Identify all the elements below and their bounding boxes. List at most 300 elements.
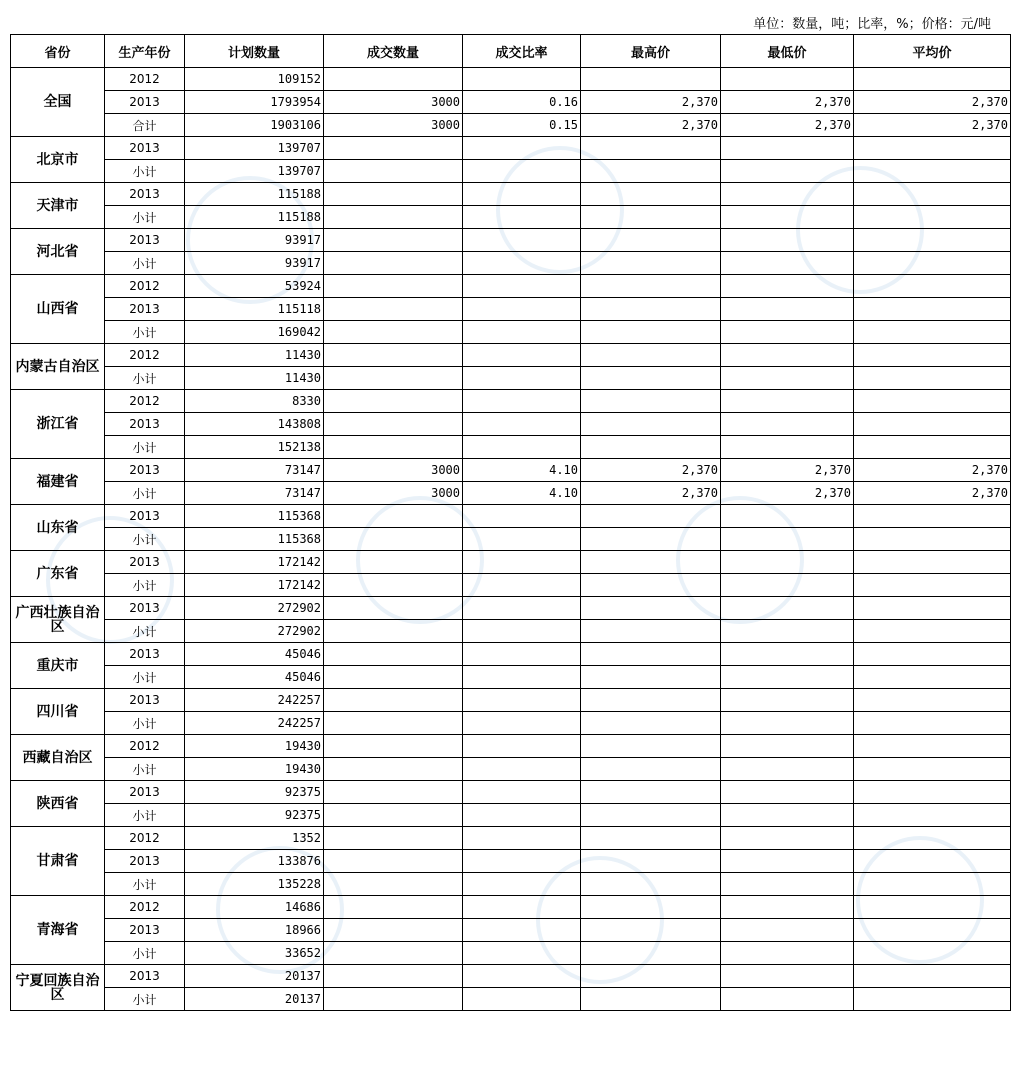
deal-cell: 3000 bbox=[324, 114, 463, 137]
avg-cell bbox=[854, 413, 1011, 436]
unit-note: 单位：数量，吨；比率，%；价格：元/吨 bbox=[753, 17, 991, 32]
planned-cell: 14686 bbox=[185, 896, 324, 919]
avg-cell bbox=[854, 896, 1011, 919]
low-cell: 2,370 bbox=[721, 482, 854, 505]
avg-cell bbox=[854, 206, 1011, 229]
planned-cell: 18966 bbox=[185, 919, 324, 942]
ratio-cell bbox=[463, 160, 581, 183]
planned-cell: 1352 bbox=[185, 827, 324, 850]
planned-cell: 115188 bbox=[185, 183, 324, 206]
col-high: 最高价 bbox=[581, 35, 721, 68]
avg-cell: 2,370 bbox=[854, 482, 1011, 505]
planned-cell: 272902 bbox=[185, 620, 324, 643]
deal-cell bbox=[324, 229, 463, 252]
avg-cell bbox=[854, 965, 1011, 988]
planned-cell: 33652 bbox=[185, 942, 324, 965]
low-cell bbox=[721, 252, 854, 275]
planned-cell: 272902 bbox=[185, 597, 324, 620]
planned-cell: 93917 bbox=[185, 252, 324, 275]
high-cell bbox=[581, 229, 721, 252]
avg-cell bbox=[854, 620, 1011, 643]
planned-cell: 93917 bbox=[185, 229, 324, 252]
low-cell bbox=[721, 160, 854, 183]
table-row bbox=[11, 735, 1011, 758]
year-cell: 2013 bbox=[105, 298, 185, 321]
avg-cell bbox=[854, 712, 1011, 735]
table-row bbox=[11, 275, 1011, 298]
table-row bbox=[11, 229, 1011, 252]
table-body bbox=[11, 68, 1011, 1011]
year-cell: 2013 bbox=[105, 91, 185, 114]
low-cell bbox=[721, 781, 854, 804]
high-cell bbox=[581, 390, 721, 413]
year-cell: 小计 bbox=[105, 574, 185, 597]
low-cell bbox=[721, 574, 854, 597]
low-cell: 2,370 bbox=[721, 91, 854, 114]
year-cell: 小计 bbox=[105, 988, 185, 1011]
year-cell: 小计 bbox=[105, 758, 185, 781]
low-cell bbox=[721, 804, 854, 827]
ratio-cell bbox=[463, 781, 581, 804]
year-cell: 2013 bbox=[105, 183, 185, 206]
planned-cell: 172142 bbox=[185, 551, 324, 574]
high-cell bbox=[581, 758, 721, 781]
year-cell: 小计 bbox=[105, 712, 185, 735]
ratio-cell bbox=[463, 298, 581, 321]
year-cell: 小计 bbox=[105, 482, 185, 505]
province-cell: 甘肃省 bbox=[11, 827, 105, 896]
col-planned: 计划数量 bbox=[185, 35, 324, 68]
low-cell bbox=[721, 206, 854, 229]
province-cell: 宁夏回族自治区 bbox=[11, 965, 105, 1011]
ratio-cell bbox=[463, 344, 581, 367]
province-cell: 河北省 bbox=[11, 229, 105, 275]
deal-cell bbox=[324, 321, 463, 344]
planned-cell: 143808 bbox=[185, 413, 324, 436]
province-cell: 山东省 bbox=[11, 505, 105, 551]
deal-cell bbox=[324, 183, 463, 206]
table-row bbox=[11, 873, 1011, 896]
year-cell: 2012 bbox=[105, 275, 185, 298]
high-cell bbox=[581, 183, 721, 206]
avg-cell bbox=[854, 643, 1011, 666]
table-row bbox=[11, 804, 1011, 827]
high-cell bbox=[581, 850, 721, 873]
table-row bbox=[11, 390, 1011, 413]
year-cell: 小计 bbox=[105, 252, 185, 275]
year-cell: 2012 bbox=[105, 68, 185, 91]
low-cell bbox=[721, 68, 854, 91]
deal-cell bbox=[324, 712, 463, 735]
ratio-cell bbox=[463, 505, 581, 528]
planned-cell: 133876 bbox=[185, 850, 324, 873]
year-cell: 2013 bbox=[105, 413, 185, 436]
province-cell: 浙江省 bbox=[11, 390, 105, 459]
ratio-cell bbox=[463, 827, 581, 850]
table-row bbox=[11, 597, 1011, 620]
col-year: 生产年份 bbox=[105, 35, 185, 68]
table-row bbox=[11, 827, 1011, 850]
deal-cell: 3000 bbox=[324, 482, 463, 505]
low-cell bbox=[721, 689, 854, 712]
avg-cell bbox=[854, 597, 1011, 620]
table-row bbox=[11, 528, 1011, 551]
table-row bbox=[11, 252, 1011, 275]
high-cell bbox=[581, 988, 721, 1011]
planned-cell: 73147 bbox=[185, 482, 324, 505]
high-cell: 2,370 bbox=[581, 482, 721, 505]
province-cell: 广东省 bbox=[11, 551, 105, 597]
ratio-cell bbox=[463, 896, 581, 919]
planned-cell: 139707 bbox=[185, 137, 324, 160]
low-cell: 2,370 bbox=[721, 114, 854, 137]
planned-cell: 20137 bbox=[185, 965, 324, 988]
deal-cell bbox=[324, 137, 463, 160]
ratio-cell bbox=[463, 436, 581, 459]
deal-cell bbox=[324, 804, 463, 827]
avg-cell bbox=[854, 942, 1011, 965]
year-cell: 小计 bbox=[105, 942, 185, 965]
table-row bbox=[11, 367, 1011, 390]
low-cell bbox=[721, 505, 854, 528]
table-row bbox=[11, 160, 1011, 183]
avg-cell: 2,370 bbox=[854, 459, 1011, 482]
table-row bbox=[11, 206, 1011, 229]
province-cell: 四川省 bbox=[11, 689, 105, 735]
avg-cell: 2,370 bbox=[854, 91, 1011, 114]
year-cell: 小计 bbox=[105, 873, 185, 896]
avg-cell bbox=[854, 367, 1011, 390]
avg-cell bbox=[854, 505, 1011, 528]
ratio-cell: 4.10 bbox=[463, 459, 581, 482]
avg-cell bbox=[854, 252, 1011, 275]
high-cell: 2,370 bbox=[581, 459, 721, 482]
high-cell bbox=[581, 620, 721, 643]
high-cell bbox=[581, 367, 721, 390]
province-cell: 全国 bbox=[11, 68, 105, 137]
avg-cell bbox=[854, 574, 1011, 597]
avg-cell bbox=[854, 689, 1011, 712]
planned-cell: 11430 bbox=[185, 344, 324, 367]
col-avg: 平均价 bbox=[854, 35, 1011, 68]
deal-cell bbox=[324, 666, 463, 689]
deal-cell bbox=[324, 689, 463, 712]
table-row bbox=[11, 643, 1011, 666]
high-cell: 2,370 bbox=[581, 91, 721, 114]
low-cell bbox=[721, 298, 854, 321]
year-cell: 小计 bbox=[105, 160, 185, 183]
ratio-cell bbox=[463, 850, 581, 873]
low-cell bbox=[721, 275, 854, 298]
ratio-cell bbox=[463, 528, 581, 551]
low-cell bbox=[721, 896, 854, 919]
deal-cell bbox=[324, 735, 463, 758]
col-low: 最低价 bbox=[721, 35, 854, 68]
table-row bbox=[11, 298, 1011, 321]
avg-cell bbox=[854, 528, 1011, 551]
planned-cell: 53924 bbox=[185, 275, 324, 298]
deal-cell: 3000 bbox=[324, 459, 463, 482]
ratio-cell bbox=[463, 390, 581, 413]
avg-cell bbox=[854, 781, 1011, 804]
table-row bbox=[11, 965, 1011, 988]
province-cell: 广西壮族自治区 bbox=[11, 597, 105, 643]
high-cell bbox=[581, 252, 721, 275]
table-row bbox=[11, 436, 1011, 459]
planned-cell: 19430 bbox=[185, 735, 324, 758]
planned-cell: 20137 bbox=[185, 988, 324, 1011]
deal-cell bbox=[324, 505, 463, 528]
table-row bbox=[11, 988, 1011, 1011]
province-cell: 青海省 bbox=[11, 896, 105, 965]
avg-cell bbox=[854, 919, 1011, 942]
deal-cell bbox=[324, 574, 463, 597]
ratio-cell bbox=[463, 321, 581, 344]
ratio-cell bbox=[463, 758, 581, 781]
low-cell bbox=[721, 942, 854, 965]
low-cell bbox=[721, 919, 854, 942]
ratio-cell: 4.10 bbox=[463, 482, 581, 505]
deal-cell bbox=[324, 919, 463, 942]
deal-cell bbox=[324, 551, 463, 574]
low-cell bbox=[721, 712, 854, 735]
deal-cell bbox=[324, 896, 463, 919]
low-cell bbox=[721, 597, 854, 620]
table-row bbox=[11, 413, 1011, 436]
ratio-cell bbox=[463, 620, 581, 643]
high-cell: 2,370 bbox=[581, 114, 721, 137]
grain-auction-table bbox=[10, 34, 1011, 1011]
deal-cell bbox=[324, 988, 463, 1011]
year-cell: 2013 bbox=[105, 643, 185, 666]
low-cell bbox=[721, 551, 854, 574]
high-cell bbox=[581, 804, 721, 827]
avg-cell bbox=[854, 183, 1011, 206]
low-cell bbox=[721, 367, 854, 390]
col-deal: 成交数量 bbox=[324, 35, 463, 68]
year-cell: 小计 bbox=[105, 321, 185, 344]
low-cell bbox=[721, 321, 854, 344]
planned-cell: 139707 bbox=[185, 160, 324, 183]
col-ratio: 成交比率 bbox=[463, 35, 581, 68]
ratio-cell bbox=[463, 367, 581, 390]
table-row bbox=[11, 482, 1011, 505]
planned-cell: 169042 bbox=[185, 321, 324, 344]
province-cell: 北京市 bbox=[11, 137, 105, 183]
low-cell bbox=[721, 988, 854, 1011]
ratio-cell bbox=[463, 68, 581, 91]
deal-cell bbox=[324, 850, 463, 873]
year-cell: 小计 bbox=[105, 367, 185, 390]
deal-cell bbox=[324, 620, 463, 643]
deal-cell bbox=[324, 298, 463, 321]
planned-cell: 242257 bbox=[185, 689, 324, 712]
low-cell bbox=[721, 183, 854, 206]
deal-cell bbox=[324, 873, 463, 896]
ratio-cell bbox=[463, 551, 581, 574]
table-row bbox=[11, 781, 1011, 804]
avg-cell bbox=[854, 827, 1011, 850]
high-cell bbox=[581, 68, 721, 91]
planned-cell: 1903106 bbox=[185, 114, 324, 137]
high-cell bbox=[581, 919, 721, 942]
low-cell bbox=[721, 413, 854, 436]
high-cell bbox=[581, 942, 721, 965]
avg-cell bbox=[854, 275, 1011, 298]
ratio-cell bbox=[463, 206, 581, 229]
table-row bbox=[11, 689, 1011, 712]
year-cell: 2013 bbox=[105, 850, 185, 873]
year-cell: 合计 bbox=[105, 114, 185, 137]
low-cell bbox=[721, 850, 854, 873]
deal-cell: 3000 bbox=[324, 91, 463, 114]
low-cell bbox=[721, 390, 854, 413]
province-cell: 天津市 bbox=[11, 183, 105, 229]
low-cell bbox=[721, 735, 854, 758]
year-cell: 2012 bbox=[105, 827, 185, 850]
table-row bbox=[11, 344, 1011, 367]
deal-cell bbox=[324, 942, 463, 965]
table-row bbox=[11, 505, 1011, 528]
avg-cell: 2,370 bbox=[854, 114, 1011, 137]
avg-cell bbox=[854, 436, 1011, 459]
ratio-cell bbox=[463, 137, 581, 160]
year-cell: 小计 bbox=[105, 206, 185, 229]
low-cell bbox=[721, 528, 854, 551]
deal-cell bbox=[324, 390, 463, 413]
planned-cell: 172142 bbox=[185, 574, 324, 597]
deal-cell bbox=[324, 781, 463, 804]
deal-cell bbox=[324, 413, 463, 436]
province-cell: 重庆市 bbox=[11, 643, 105, 689]
year-cell: 2013 bbox=[105, 781, 185, 804]
table-row bbox=[11, 942, 1011, 965]
planned-cell: 92375 bbox=[185, 781, 324, 804]
low-cell bbox=[721, 436, 854, 459]
ratio-cell bbox=[463, 252, 581, 275]
table-row bbox=[11, 551, 1011, 574]
deal-cell bbox=[324, 252, 463, 275]
planned-cell: 115368 bbox=[185, 528, 324, 551]
planned-cell: 45046 bbox=[185, 643, 324, 666]
high-cell bbox=[581, 321, 721, 344]
low-cell bbox=[721, 229, 854, 252]
avg-cell bbox=[854, 68, 1011, 91]
table-row bbox=[11, 68, 1011, 91]
deal-cell bbox=[324, 367, 463, 390]
ratio-cell bbox=[463, 735, 581, 758]
planned-cell: 8330 bbox=[185, 390, 324, 413]
ratio-cell bbox=[463, 689, 581, 712]
deal-cell bbox=[324, 597, 463, 620]
high-cell bbox=[581, 965, 721, 988]
ratio-cell bbox=[463, 413, 581, 436]
avg-cell bbox=[854, 390, 1011, 413]
header-row bbox=[11, 35, 1011, 68]
low-cell: 2,370 bbox=[721, 459, 854, 482]
deal-cell bbox=[324, 528, 463, 551]
planned-cell: 115118 bbox=[185, 298, 324, 321]
year-cell: 2012 bbox=[105, 735, 185, 758]
deal-cell bbox=[324, 965, 463, 988]
avg-cell bbox=[854, 137, 1011, 160]
province-cell: 内蒙古自治区 bbox=[11, 344, 105, 390]
avg-cell bbox=[854, 344, 1011, 367]
year-cell: 小计 bbox=[105, 528, 185, 551]
year-cell: 2012 bbox=[105, 344, 185, 367]
table-row bbox=[11, 459, 1011, 482]
low-cell bbox=[721, 344, 854, 367]
ratio-cell bbox=[463, 183, 581, 206]
avg-cell bbox=[854, 160, 1011, 183]
year-cell: 小计 bbox=[105, 436, 185, 459]
avg-cell bbox=[854, 666, 1011, 689]
ratio-cell bbox=[463, 597, 581, 620]
year-cell: 2012 bbox=[105, 896, 185, 919]
deal-cell bbox=[324, 160, 463, 183]
table-row bbox=[11, 114, 1011, 137]
table-row bbox=[11, 137, 1011, 160]
year-cell: 小计 bbox=[105, 620, 185, 643]
year-cell: 2013 bbox=[105, 689, 185, 712]
ratio-cell bbox=[463, 965, 581, 988]
low-cell bbox=[721, 643, 854, 666]
col-province: 省份 bbox=[11, 35, 105, 68]
table-row bbox=[11, 896, 1011, 919]
avg-cell bbox=[854, 804, 1011, 827]
planned-cell: 115188 bbox=[185, 206, 324, 229]
high-cell bbox=[581, 712, 721, 735]
year-cell: 2013 bbox=[105, 919, 185, 942]
deal-cell bbox=[324, 643, 463, 666]
low-cell bbox=[721, 758, 854, 781]
table-row bbox=[11, 712, 1011, 735]
deal-cell bbox=[324, 275, 463, 298]
low-cell bbox=[721, 666, 854, 689]
planned-cell: 152138 bbox=[185, 436, 324, 459]
high-cell bbox=[581, 896, 721, 919]
high-cell bbox=[581, 413, 721, 436]
avg-cell bbox=[854, 551, 1011, 574]
high-cell bbox=[581, 160, 721, 183]
high-cell bbox=[581, 275, 721, 298]
planned-cell: 73147 bbox=[185, 459, 324, 482]
ratio-cell bbox=[463, 229, 581, 252]
planned-cell: 109152 bbox=[185, 68, 324, 91]
year-cell: 2013 bbox=[105, 551, 185, 574]
ratio-cell bbox=[463, 666, 581, 689]
planned-cell: 115368 bbox=[185, 505, 324, 528]
province-cell: 福建省 bbox=[11, 459, 105, 505]
table-row bbox=[11, 666, 1011, 689]
year-cell: 2013 bbox=[105, 597, 185, 620]
low-cell bbox=[721, 873, 854, 896]
ratio-cell bbox=[463, 919, 581, 942]
high-cell bbox=[581, 505, 721, 528]
year-cell: 2013 bbox=[105, 137, 185, 160]
low-cell bbox=[721, 137, 854, 160]
ratio-cell bbox=[463, 275, 581, 298]
high-cell bbox=[581, 597, 721, 620]
table-row bbox=[11, 574, 1011, 597]
planned-cell: 45046 bbox=[185, 666, 324, 689]
ratio-cell bbox=[463, 712, 581, 735]
year-cell: 2013 bbox=[105, 229, 185, 252]
table-row bbox=[11, 850, 1011, 873]
low-cell bbox=[721, 620, 854, 643]
ratio-cell bbox=[463, 574, 581, 597]
planned-cell: 92375 bbox=[185, 804, 324, 827]
